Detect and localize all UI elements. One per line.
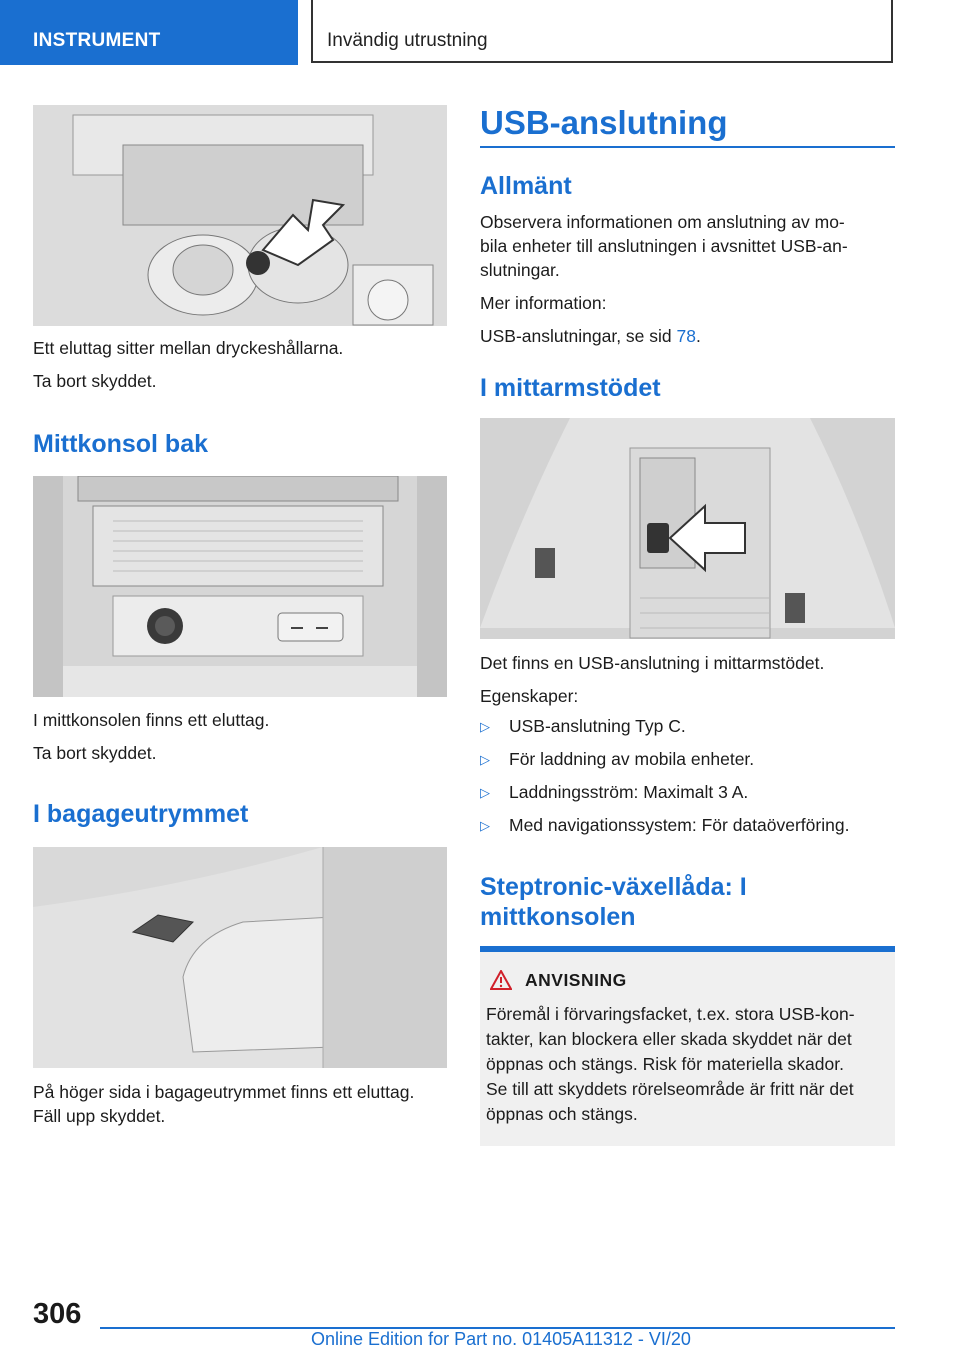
warning-text-3: öppnas och stängs. Risk för materiella skador. xyxy=(486,1054,844,1074)
cross-reference xyxy=(480,324,701,348)
section-label: INSTRUMENT xyxy=(33,30,161,51)
warning-text-2: takter, kan blockera eller skada skyddet när det xyxy=(486,1029,852,1049)
page-number: 306 xyxy=(33,1298,82,1330)
caption-cupholder-remove: Ta bort skyddet. xyxy=(33,371,157,391)
image-armrest-usb xyxy=(480,418,895,639)
footer-edition: Online Edition for Part no. 01405A11312 - VI/20 xyxy=(311,1329,691,1349)
image-rear-console-outlet xyxy=(33,476,447,697)
ref-text: USB-anslutningar, se sid xyxy=(480,326,677,346)
warning-text-1: Föremål i förvaringsfacket, t.ex. stora USB-kon- xyxy=(486,1004,855,1024)
bullet-triangle-icon: ▷ xyxy=(480,818,490,833)
heading-steptronic-1: Steptronic-växellåda: I xyxy=(480,873,747,901)
caption-rear-console-remove: Ta bort skyddet. xyxy=(33,743,157,763)
warning-triangle-icon xyxy=(490,970,512,992)
image-trunk-outlet xyxy=(33,847,447,1068)
warning-text-5: öppnas och stängs. xyxy=(486,1104,638,1124)
title-rule xyxy=(480,146,895,148)
general-text-2: bila enheter till anslutningen i avsnittet USB-an- xyxy=(480,236,848,256)
heading-general: Allmänt xyxy=(480,172,572,200)
page-title: USB-anslutning xyxy=(480,104,728,141)
chapter-label: Invändig utrustning xyxy=(327,30,488,51)
general-text-3: slutningar. xyxy=(480,260,560,280)
bullet-triangle-icon: ▷ xyxy=(480,785,490,800)
section-tab xyxy=(0,0,298,65)
heading-rear-console: Mittkonsol bak xyxy=(33,430,209,458)
ref-page-link[interactable]: 78 xyxy=(676,326,696,346)
warning-text-4: Se till att skyddets rörelseområde är fritt när det xyxy=(486,1079,854,1099)
armrest-caption: Det finns en USB-anslutning i mittarmstödet. xyxy=(480,653,825,673)
image-cupholder-outlet xyxy=(33,105,447,326)
more-info-label: Mer information: xyxy=(480,293,607,313)
warning-box xyxy=(480,946,895,1146)
caption-trunk: På höger sida i bagageutrymmet finns ett eluttag. xyxy=(33,1082,415,1102)
general-text-1: Observera informationen om anslutning av mo- xyxy=(480,212,845,232)
bullet-triangle-icon: ▷ xyxy=(480,719,490,734)
caption-cupholder: Ett eluttag sitter mellan dryckeshållarna. xyxy=(33,338,344,358)
heading-steptronic-2: mittkonsolen xyxy=(480,903,636,931)
properties-label: Egenskaper: xyxy=(480,686,579,706)
bullet-triangle-icon: ▷ xyxy=(480,752,490,767)
heading-armrest: I mittarmstödet xyxy=(480,374,661,402)
caption-trunk-fold: Fäll upp skyddet. xyxy=(33,1106,166,1126)
warning-label: ANVISNING xyxy=(525,970,627,990)
chapter-header xyxy=(311,0,893,63)
caption-rear-console: I mittkonsolen finns ett eluttag. xyxy=(33,710,270,730)
heading-trunk: I bagageutrymmet xyxy=(33,800,249,828)
ref-end: . xyxy=(695,326,701,346)
